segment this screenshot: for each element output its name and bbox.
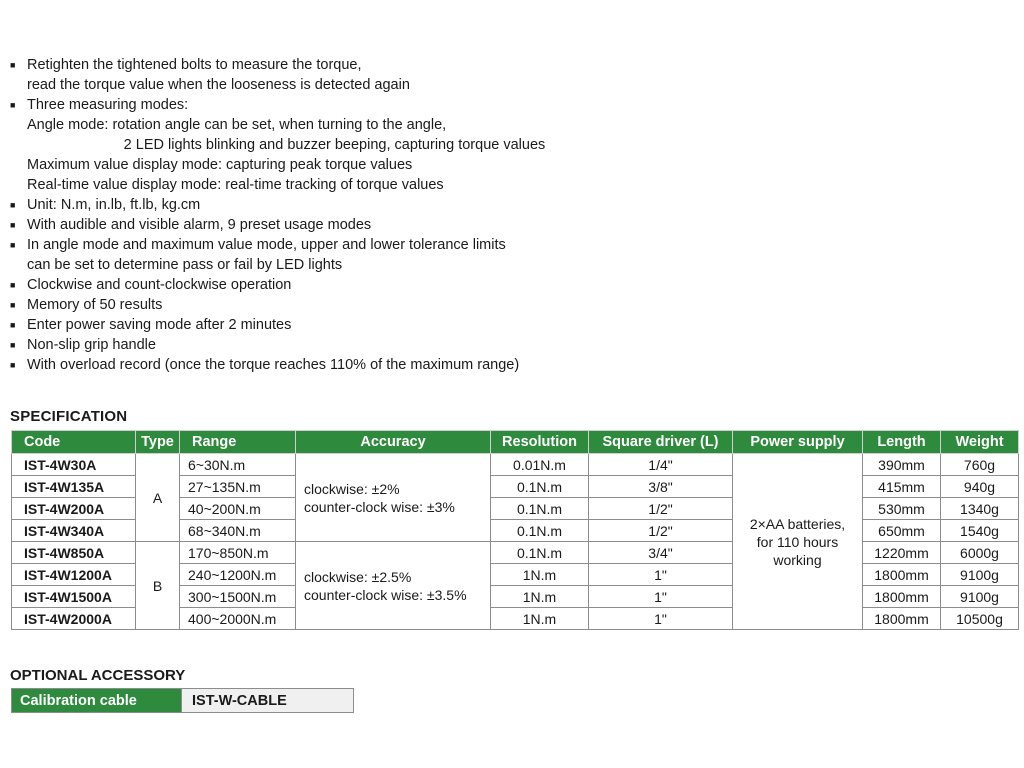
accessory-value: IST-W-CABLE [182,689,354,713]
length-cell: 415mm [863,476,941,498]
header-resolution: Resolution [491,431,589,454]
accuracy-cell [296,454,491,542]
weight-cell: 10500g [941,608,1019,630]
header-code: Code [12,431,136,454]
feature-text: With overload record (once the torque reaches 110% of the maximum range) [27,357,520,373]
model-code: IST-4W30A [12,454,136,476]
resolution-cell: 0.01N.m [491,454,589,476]
feature-text: Memory of 50 results [27,297,163,313]
feature-item [10,355,710,375]
feature-text: Retighten the tightened bolts to measure the torque, [27,57,362,73]
feature-list [10,55,710,375]
bullet-square-icon: ■ [10,300,16,310]
length-cell: 1800mm [863,586,941,608]
resolution-cell: 1N.m [491,564,589,586]
feature-text: Clockwise and count-clockwise operation [27,277,292,293]
specification-title: SPECIFICATION [10,408,128,425]
weight-cell: 9100g [941,586,1019,608]
header-square-driver: Square driver (L) [589,431,733,454]
bullet-square-icon: ■ [10,220,16,230]
length-cell: 390mm [863,454,941,476]
accuracy-cell-line: counter-clock wise: ±3% [304,498,455,515]
header-weight: Weight [941,431,1019,454]
bullet-square-icon: ■ [10,280,16,290]
feature-subtext: read the torque value when the looseness is detected again [27,77,410,93]
feature-text: Unit: N.m, in.lb, ft.lb, kg.cm [27,197,201,213]
range-cell: 170~850N.m [180,542,296,564]
bullet-square-icon: ■ [10,60,16,70]
header-accuracy: Accuracy [296,431,491,454]
feature-text: With audible and visible alarm, 9 preset usage modes [27,217,372,233]
feature-subtext: Maximum value display mode: capturing peak torque values [27,157,413,173]
length-cell: 530mm [863,498,941,520]
range-cell: 240~1200N.m [180,564,296,586]
accuracy-cell-line: counter-clock wise: ±3.5% [304,586,467,603]
header-type: Type [136,431,180,454]
accessory-row [12,689,354,713]
weight-cell: 1340g [941,498,1019,520]
bullet-square-icon: ■ [10,200,16,210]
square-driver-cell: 3/4" [589,542,733,564]
header-power-supply: Power supply [733,431,863,454]
spec-row [12,542,1019,564]
square-driver-cell: 3/8" [589,476,733,498]
square-driver-cell: 1" [589,564,733,586]
resolution-cell: 0.1N.m [491,498,589,520]
range-cell: 68~340N.m [180,520,296,542]
power-supply-cell-line: 2×AA batteries, [749,515,846,532]
square-driver-cell: 1" [589,586,733,608]
accessory-label: Calibration cable [12,689,182,713]
weight-cell: 1540g [941,520,1019,542]
square-driver-cell: 1/4" [589,454,733,476]
accessory-table [11,688,354,713]
type-cell: A [136,454,180,542]
power-supply-cell [733,454,863,630]
power-supply-cell-line: working [773,551,822,568]
model-code: IST-4W1500A [12,586,136,608]
spec-row [12,454,1019,476]
header-range: Range [180,431,296,454]
range-cell: 40~200N.m [180,498,296,520]
weight-cell: 940g [941,476,1019,498]
bullet-square-icon: ■ [10,320,16,330]
resolution-cell: 1N.m [491,586,589,608]
square-driver-cell: 1" [589,608,733,630]
accessory-title: OPTIONAL ACCESSORY [10,667,186,684]
length-cell: 1800mm [863,564,941,586]
square-driver-cell: 1/2" [589,520,733,542]
feature-item [10,235,710,255]
spec-header-row [12,431,1019,454]
type-cell: B [136,542,180,630]
weight-cell: 6000g [941,542,1019,564]
feature-item [10,55,710,75]
accuracy-cell [296,542,491,630]
feature-text: Non-slip grip handle [27,337,156,353]
feature-item [10,215,710,235]
model-code: IST-4W135A [12,476,136,498]
weight-cell: 760g [941,454,1019,476]
feature-item [10,275,710,295]
bullet-square-icon: ■ [10,360,16,370]
specification-table [11,430,1019,630]
model-code: IST-4W200A [12,498,136,520]
bullet-square-icon: ■ [10,340,16,350]
weight-cell: 9100g [941,564,1019,586]
feature-item [10,95,710,115]
feature-text: In angle mode and maximum value mode, upper and lower tolerance limits [27,237,506,253]
model-code: IST-4W850A [12,542,136,564]
feature-item [10,335,710,355]
range-cell: 300~1500N.m [180,586,296,608]
feature-item [10,315,710,335]
range-cell: 27~135N.m [180,476,296,498]
feature-subtext: Angle mode: rotation angle can be set, when turning to the angle, [27,117,447,133]
square-driver-cell: 1/2" [589,498,733,520]
feature-subtext: 2 LED lights blinking and buzzer beeping, capturing torque values [27,137,546,153]
bullet-square-icon: ■ [10,240,16,250]
model-code: IST-4W340A [12,520,136,542]
resolution-cell: 0.1N.m [491,542,589,564]
model-code: IST-4W1200A [12,564,136,586]
header-length: Length [863,431,941,454]
resolution-cell: 1N.m [491,608,589,630]
accuracy-cell-line: clockwise: ±2% [304,480,400,497]
length-cell: 1800mm [863,608,941,630]
length-cell: 1220mm [863,542,941,564]
feature-item [10,295,710,315]
accuracy-cell-line: clockwise: ±2.5% [304,568,412,585]
resolution-cell: 0.1N.m [491,520,589,542]
resolution-cell: 0.1N.m [491,476,589,498]
range-cell: 400~2000N.m [180,608,296,630]
bullet-square-icon: ■ [10,100,16,110]
feature-text: Enter power saving mode after 2 minutes [27,317,292,333]
feature-item [10,195,710,215]
model-code: IST-4W2000A [12,608,136,630]
length-cell: 650mm [863,520,941,542]
range-cell: 6~30N.m [180,454,296,476]
feature-text: Three measuring modes: [27,97,189,113]
feature-subtext: can be set to determine pass or fail by LED lights [27,257,343,273]
power-supply-cell-line: for 110 hours [756,533,839,550]
feature-subtext: Real-time value display mode: real-time tracking of torque values [27,177,444,193]
